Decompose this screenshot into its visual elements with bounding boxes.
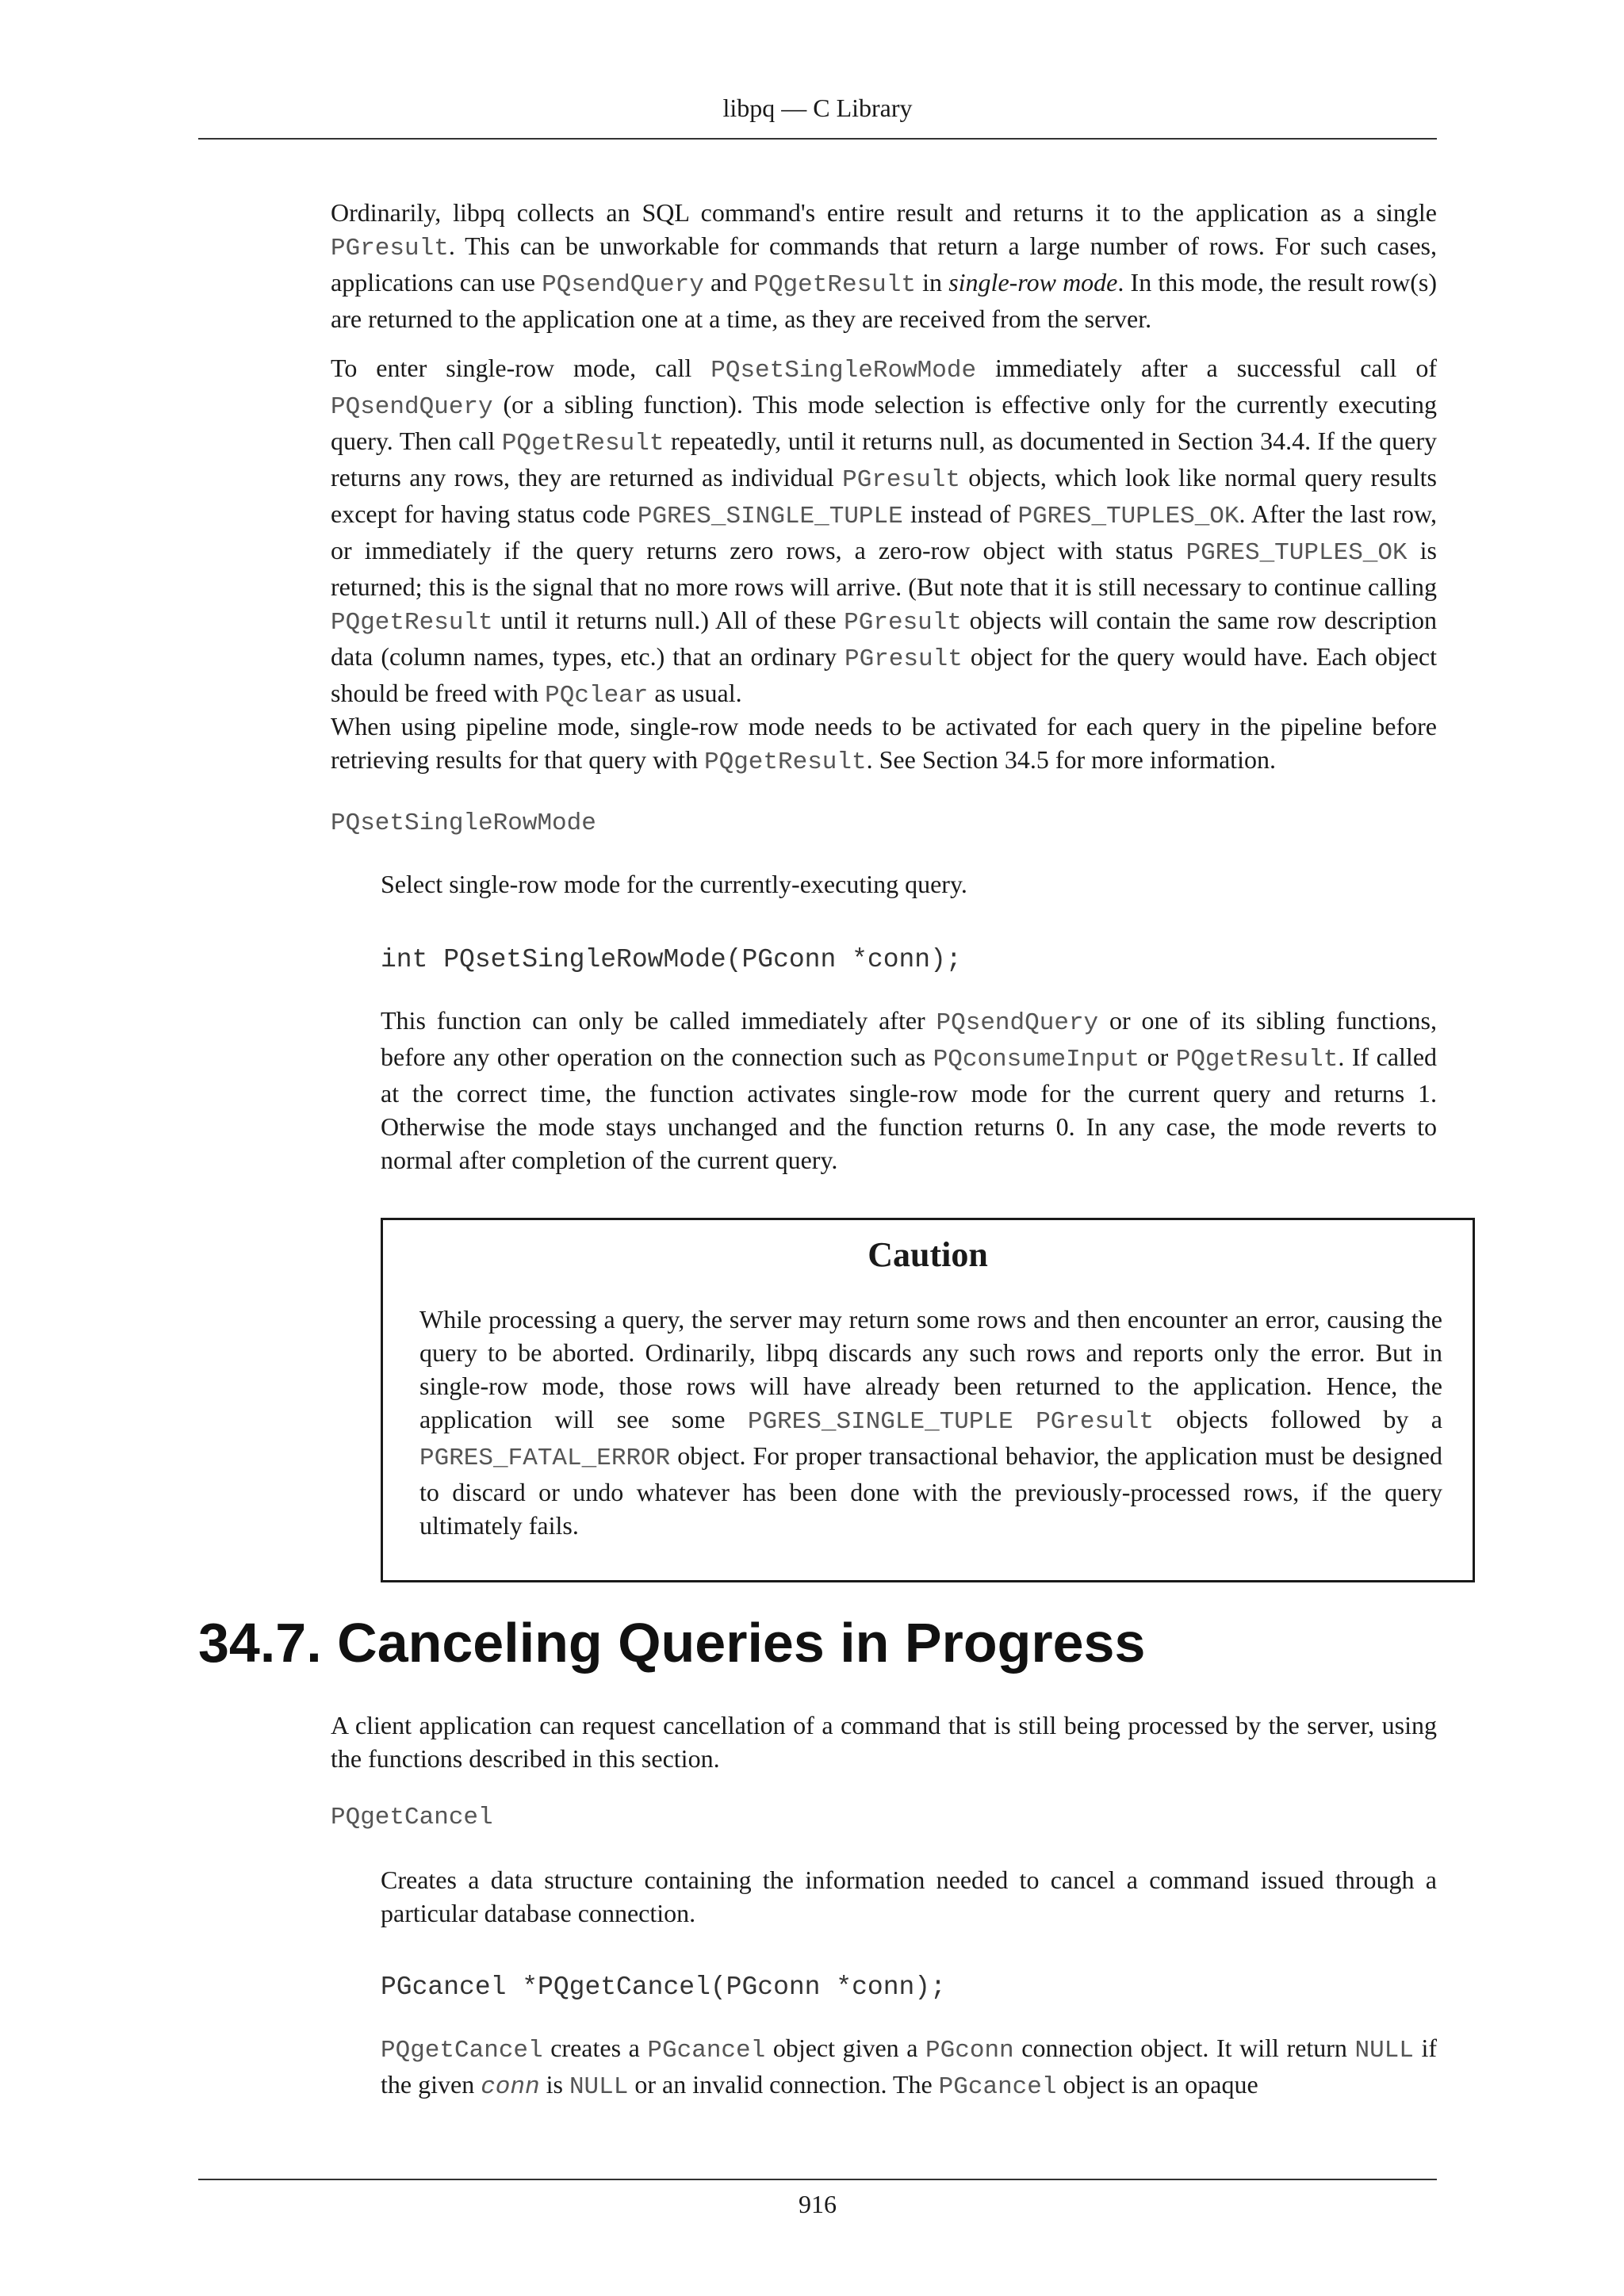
header-rule bbox=[198, 138, 1437, 140]
text: . After the last row, or immediately if the query returns zero rows, a zero-row object with status bbox=[331, 499, 1438, 564]
function-synopsis: int PQsetSingleRowMode(PGconn *conn); bbox=[381, 945, 962, 974]
text: object for the query would have. Each object should be freed with bbox=[331, 642, 1438, 707]
text: object is an opaque bbox=[1056, 2070, 1258, 2099]
section-heading: 34.7. Canceling Queries in Progress bbox=[198, 1612, 1146, 1674]
text: instead of bbox=[902, 499, 1018, 528]
code-literal: PGconn bbox=[925, 2037, 1014, 2064]
code-literal: PGcancel bbox=[938, 2073, 1057, 2101]
text: . See Section 34.5 for more information. bbox=[866, 745, 1276, 774]
code-literal: PQgetCancel bbox=[381, 2037, 543, 2064]
code-literal: PGresult bbox=[844, 609, 962, 637]
code-literal: NULL bbox=[1354, 2037, 1414, 2064]
code-literal: NULL bbox=[569, 2073, 629, 2101]
text: or one of its sibling functions, before any other operation on the connection such as bbox=[381, 1006, 1438, 1071]
code-literal: PQgetResult bbox=[703, 748, 867, 776]
caution-title: Caution bbox=[868, 1235, 988, 1274]
section-intro: A client application can request cancellation of a command that is still being processed by the server, using the functions described in this section. bbox=[331, 1711, 1437, 1773]
text: creates a bbox=[542, 2034, 648, 2062]
text: if the given bbox=[381, 2034, 1438, 2099]
function-detail bbox=[381, 1004, 1437, 1177]
running-header: libpq — C Library bbox=[722, 94, 913, 122]
text: . If called at the correct time, the function activates single-row mode for the current query and returns 1. Otherwise the mode stays unchanged and the function returns 0. In any case, the mode reverts to normal after completion of the current query. bbox=[381, 1043, 1438, 1174]
paragraph-single-row-intro bbox=[331, 196, 1437, 335]
text: until it returns null.) All of these bbox=[492, 606, 845, 634]
code-literal: PGRES_FATAL_ERROR bbox=[419, 1445, 671, 1472]
text: object. For proper transactional behavior, the application must be designed to discard or undo whatever has been done with the previously-processed rows, if the query ultimately fails. bbox=[419, 1441, 1442, 1540]
code-literal: PQgetResult bbox=[753, 271, 916, 299]
text: To enter single-row mode, call bbox=[331, 354, 711, 382]
function-term-pqsetsinglerowmode: PQsetSingleRowMode bbox=[331, 809, 596, 837]
text: immediately after a successful call of bbox=[976, 354, 1438, 382]
text: objects followed by a bbox=[1153, 1405, 1443, 1433]
code-literal: PGRES_TUPLES_OK bbox=[1017, 503, 1239, 530]
code-literal: PQsendQuery bbox=[542, 271, 704, 299]
code-literal: PGRES_TUPLES_OK bbox=[1185, 539, 1408, 567]
paragraph-pipeline-mode bbox=[331, 710, 1437, 779]
text: . This can be unworkable for commands that return a large number of rows. For such cases, applications can use bbox=[331, 232, 1437, 297]
code-literal: PGRES_SINGLE_TUPLE bbox=[747, 1408, 1013, 1436]
text bbox=[1013, 1405, 1036, 1433]
text: While processing a query, the server may return some rows and then encounter an error, causing the query to be aborted. Ordinarily, libpq discards any such rows and reports only the error. But in single-row mode, those rows will have already been returned to the application. Hence, the application will see some bbox=[419, 1305, 1442, 1433]
parameter-emphasis: conn bbox=[481, 2073, 540, 2101]
text: (or a sibling function). This mode selection is effective only for the currently executing query. Then call bbox=[331, 390, 1437, 455]
text: or an invalid connection. The bbox=[628, 2070, 939, 2099]
text: or bbox=[1139, 1043, 1176, 1071]
caution-text bbox=[419, 1303, 1442, 1542]
text: When using pipeline mode, single-row mode needs to be activated for each query in the pipeline before retrieving results for that query with bbox=[331, 712, 1437, 774]
text: in bbox=[915, 268, 949, 297]
footer-rule bbox=[198, 2179, 1437, 2180]
text: connection object. It will return bbox=[1013, 2034, 1355, 2062]
code-literal: PQsendQuery bbox=[936, 1009, 1099, 1037]
code-literal: PGcancel bbox=[647, 2037, 766, 2064]
code-literal: PQclear bbox=[545, 682, 649, 710]
text: is bbox=[539, 2070, 569, 2099]
function-synopsis: PGcancel *PQgetCancel(PGconn *conn); bbox=[381, 1973, 946, 2002]
function-description: Creates a data structure containing the information needed to cancel a command issued through a particular database connection. bbox=[381, 1866, 1437, 1927]
text: objects, which look like normal query results except for having status code bbox=[331, 463, 1438, 528]
code-literal: PQgetResult bbox=[1175, 1046, 1339, 1073]
emphasis: single-row mode bbox=[948, 268, 1118, 297]
paragraph-enter-single-row bbox=[331, 351, 1437, 713]
function-term-pqgetcancel: PQgetCancel bbox=[331, 1804, 493, 1831]
text: . In this mode, the result row(s) are returned to the application one at a time, as they are received from the server. bbox=[331, 268, 1438, 333]
text: object given a bbox=[765, 2034, 926, 2062]
code-literal: PQgetResult bbox=[331, 609, 493, 637]
text: as usual. bbox=[648, 679, 742, 707]
code-literal: PQconsumeInput bbox=[933, 1046, 1140, 1073]
text: Ordinarily, libpq collects an SQL command's entire result and returns it to the application as a single bbox=[331, 198, 1437, 227]
text: and bbox=[703, 268, 754, 297]
code-literal: PGRES_SINGLE_TUPLE bbox=[637, 503, 903, 530]
text: objects will contain the same row description data (column names, types, etc.) that an ordinary bbox=[331, 606, 1437, 671]
code-literal: PGresult bbox=[844, 645, 963, 673]
code-literal: PGresult bbox=[331, 235, 449, 262]
function-detail bbox=[381, 2031, 1437, 2104]
page-number: 916 bbox=[799, 2190, 837, 2218]
text: This function can only be called immediately after bbox=[381, 1006, 936, 1035]
function-description: Select single-row mode for the currently-executing query. bbox=[381, 870, 967, 898]
text: is returned; this is the signal that no more rows will arrive. (But note that it is still necessary to continue calling bbox=[331, 536, 1438, 601]
code-literal: PQsendQuery bbox=[331, 393, 493, 421]
code-literal: PGresult bbox=[1036, 1408, 1154, 1436]
text: repeatedly, until it returns null, as documented in Section 34.4. If the query returns any rows, they are returned as individual bbox=[331, 427, 1438, 492]
code-literal: PQsetSingleRowMode bbox=[710, 357, 977, 385]
code-literal: PGresult bbox=[842, 466, 960, 494]
code-literal: PQgetResult bbox=[501, 430, 665, 457]
caution-box bbox=[381, 1218, 1475, 1582]
